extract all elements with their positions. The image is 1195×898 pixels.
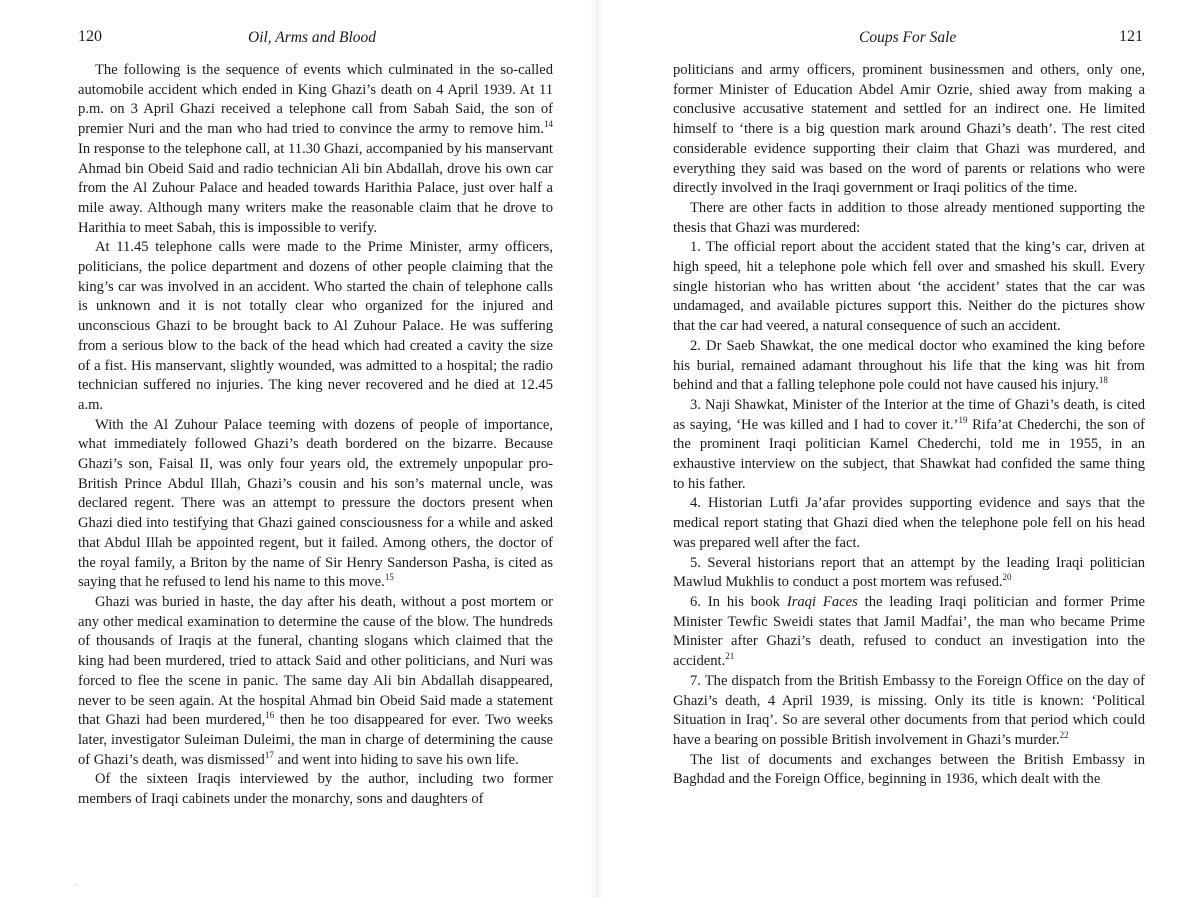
text-run: Of the sixteen Iraqis interviewed by the author, including two former members of Iraqi cabinets under the monarchy, sons and daughters of (78, 771, 553, 808)
paragraph (673, 61, 1145, 199)
paragraph (673, 554, 1145, 593)
text-run: the leading Iraqi politician and former Prime Minister Tewfic Sweidi states that Jamil Madfai’, the man who became Prime Minister after Ghazi’s death, refused to conduct an investigation into the accident. (673, 593, 1145, 670)
text-run: The list of documents and exchanges between the British Embassy in Baghdad and the Foreign Office, beginning in 1936, which dealt with the (673, 751, 1145, 788)
scan-speck: · (75, 880, 78, 890)
footnote-ref: 20 (1002, 572, 1012, 583)
text-run: 1. The official report about the accident stated that the king’s car, driven at high speed, hit a telephone pole which fell over and smashed his skull. Every single historian who has written about ‘the accident’ states that the car was undamaged, and available pictures support this. Neither do the pictures show that the car had veered, a natural consequence of such an accident. (673, 239, 1145, 335)
footnote-ref: 22 (1059, 729, 1069, 740)
footnote-ref: 16 (265, 710, 275, 721)
paragraph (673, 593, 1145, 672)
text-run: and went into hiding to save his own life. (273, 751, 519, 768)
text-run: In response to the telephone call, at 11.30 Ghazi, accompanied by his manservant Ahmad bin Obeid Said and radio technician Ali bin Abdallah, drove his own car from the Al Zuhour Palace and headed towards Harithia Palace, just over half a mile away. Although many writers make the reasonable claim that he drove to Harithia to meet Sabah, this is impossible to verify. (78, 140, 553, 236)
text-run: At 11.45 telephone calls were made to the Prime Minister, army officers, politicians, the police department and dozens of other people claiming that the king’s car was involved in an accident. Who started the chain of telephone calls is unknown and it is not totally clear who organized for the injured and unconscious Ghazi to be brought back to Al Zuhour Palace. He was suffering from a serious blow to the back of the head which had created a cavity the size of a fist. His manservant, slightly wounded, was admitted to a hospital; the radio technician suffered no injuries. The king never recovered and he died at 12.45 a.m. (78, 239, 553, 413)
paragraph (673, 751, 1145, 790)
text-run: then he too disappeared for ever. Two weeks later, investigator Suleiman Duleimi, the man in charge of determining the cause of Ghazi’s death, was dismissed (78, 712, 553, 768)
text-run: There are other facts in addition to those already mentioned supporting the thesis that Ghazi was murdered: (673, 199, 1145, 236)
running-head: Coups For Sale (859, 29, 957, 46)
text-run: 6. In his book (690, 593, 787, 610)
paragraph (78, 61, 553, 238)
running-head: Oil, Arms and Blood (248, 29, 377, 46)
paragraph (673, 672, 1145, 751)
paragraph (673, 337, 1145, 396)
paragraph (78, 238, 553, 415)
text-run: Rifa’at Chederchi, the son of the prominent Iraqi politician Kamel Chederchi, told me in 1955, in an exhaustive interview on the subject, that Shawkat had confided the same thing to his father. (673, 416, 1145, 492)
text-run: 5. Several historians report that an attempt by the leading Iraqi politician Mawlud Mukhlis to conduct a post mortem was refused. (673, 554, 1145, 591)
footnote-ref: 15 (384, 572, 394, 583)
text-run: politicians and army officers, prominent businessmen and others, only one, former Minister of Education Abdel Amir Ozrie, shied away from making a conclusive accusative statement and settled for an indirect one. He limited himself to ‘there is a big question mark around Ghazi’s death’. The rest cited considerable evidence supporting their claim that Ghazi was murdered, and everything they said was based on the word of parents or relations who were directly involved in the Iraqi government or Iraqi politics of the time. (673, 62, 1145, 197)
footnote-ref: 17 (264, 749, 274, 760)
paragraph (673, 238, 1145, 337)
text-run: With the Al Zuhour Palace teeming with dozens of people of importance, what immediately followed Ghazi’s death bordered on the bizarre. Because Ghazi’s son, Faisal II, was only four years old, the extremely unpopular pro-British Prince Abdul Illah, Ghazi’s cousin and his son’s maternal uncle, was declared regent. There was an attempt to pressure the doctors present when Ghazi died into testifying that Ghazi gained consciousness for a while and asked that Abdul Illah be appointed regent, but it failed. Among others, the doctor of the royal family, a Briton by the name of Sir Henry Sanderson Pasha, is cited as saying that he refused to lend his name to this move. (78, 416, 553, 591)
page-number: 121 (1119, 28, 1143, 45)
text-run: The following is the sequence of events which culminated in the so-called automobile accident which ended in King Ghazi’s death on 4 April 1939. At 11 p.m. on 3 April Ghazi received a telephone call from Sabah Said, the son of premier Nuri and the man who had tried to convince the army to remove him. (78, 62, 553, 138)
left-page-body (78, 61, 553, 810)
footnote-ref: 18 (1098, 375, 1108, 386)
text-run: 7. The dispatch from the British Embassy to the Foreign Office on the day of Ghazi’s death, 4 April 1939, is missing. Only its title is known: ‘Political Situation in Iraq’. So are several other documents from that period which could have a bearing on possible British involvement in Ghazi’s murder. (673, 672, 1145, 748)
book-title: Iraqi Faces (786, 593, 858, 610)
paragraph (78, 416, 553, 593)
text-run: Ghazi was buried in haste, the day after his death, without a post mortem or any other medical examination to determine the cause of the blow. The hundreds of thousands of Iraqis at the funeral, chanting slogans which claimed that the king had been murdered, tried to attack Said and other politicians, and Nuri was forced to flee the scene in panic. The same day Ali bin Abdallah disappeared, never to be seen again. At the hospital Ahmad bin Obeid Said made a statement that Ghazi had been murdered, (78, 593, 553, 729)
right-page-body (673, 61, 1145, 790)
paragraph (673, 199, 1145, 238)
right-page-header (673, 28, 1143, 50)
left-page-header (78, 28, 553, 50)
left-page (0, 0, 597, 898)
page-number: 120 (78, 28, 102, 45)
paragraph (673, 396, 1145, 495)
text-run: 2. Dr Saeb Shawkat, the one medical doctor who examined the king before his burial, remained adamant throughout his life that the king was hit from behind and that a falling telephone pole could not have caused his injury. (673, 337, 1145, 394)
text-run: 4. Historian Lutfi Ja’afar provides supporting evidence and says that the medical report stating that Ghazi died when the telephone pole fell on his head was prepared well after the fact. (673, 495, 1145, 551)
footnote-ref: 19 (958, 414, 968, 425)
text-run: 3. Naji Shawkat, Minister of the Interior at the time of Ghazi’s death, is cited as saying, ‘He was killed and I had to cover it.’ (673, 396, 1145, 433)
paragraph (673, 494, 1145, 553)
right-page (597, 0, 1195, 898)
paragraph (78, 770, 553, 809)
footnote-ref: 21 (725, 651, 735, 662)
paragraph (78, 593, 553, 770)
footnote-ref: 14 (544, 119, 553, 130)
